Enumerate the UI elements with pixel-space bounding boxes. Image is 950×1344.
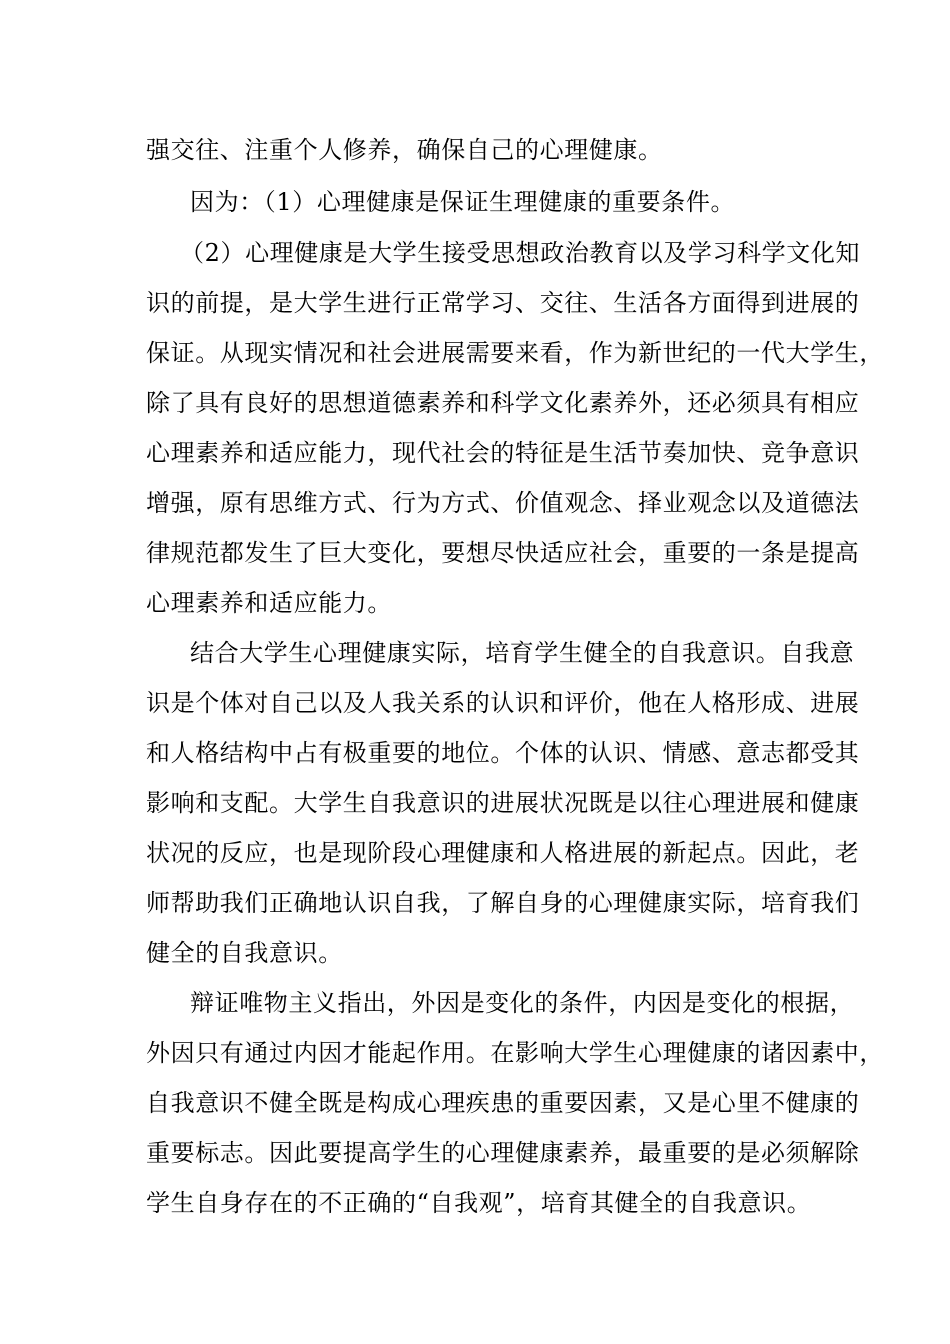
text-line: 和人格结构中占有极重要的地位。个体的认识、情感、意志都受其 (146, 739, 860, 767)
text-line: 识是个体对自己以及人我关系的认识和评价，他在人格形成、进展 (146, 689, 860, 717)
text-line: 增强，原有思维方式、行为方式、价值观念、择业观念以及道德法 (146, 489, 860, 517)
text-line: 自我意识不健全既是构成心理疾患的重要因素，又是心里不健康的 (146, 1089, 860, 1117)
text-line: 状况的反应，也是现阶段心理健康和人格进展的新起点。因此，老 (146, 839, 860, 867)
text-line: 结合大学生心理健康实际，培育学生健全的自我意识。自我意 (190, 639, 855, 667)
text-line: 师帮助我们正确地认识自我，了解自身的心理健康实际，培育我们 (146, 889, 860, 917)
text-line: 学生自身存在的不正确的“自我观”，培育其健全的自我意识。 (146, 1189, 812, 1217)
text-line: 识的前提，是大学生进行正常学习、交往、生活各方面得到进展的 (146, 289, 860, 317)
text-line: 影响和支配。大学生自我意识的进展状况既是以往心理进展和健康 (146, 789, 860, 817)
text-line: 健全的自我意识。 (146, 939, 343, 967)
text-line: 因为：（1）心理健康是保证生理健康的重要条件。 (190, 188, 736, 216)
text-line: 律规范都发生了巨大变化，要想尽快适应社会，重要的一条是提高 (146, 539, 860, 567)
text-line: 外因只有通过内因才能起作用。在影响大学生心理健康的诸因素中， (146, 1039, 884, 1067)
text-line: 除了具有良好的思想道德素养和科学文化素养外，还必须具有相应 (146, 389, 860, 417)
text-line: 心理素养和适应能力，现代社会的特征是生活节奏加快、竞争意识 (146, 439, 860, 467)
text-line: 保证。从现实情况和社会进展需要来看，作为新世纪的一代大学生， (146, 339, 884, 367)
text-line: 重要标志。因此要提高学生的心理健康素养，最重要的是必须解除 (146, 1139, 860, 1167)
text-line: 辩证唯物主义指出，外因是变化的条件，内因是变化的根据， (190, 989, 855, 1017)
text-line: 心理素养和适应能力。 (146, 589, 392, 617)
text-line: （2）心理健康是大学生接受思想政治教育以及学习科学文化知 (180, 239, 861, 267)
text-line: 强交往、注重个人修养，确保自己的心理健康。 (146, 136, 663, 164)
